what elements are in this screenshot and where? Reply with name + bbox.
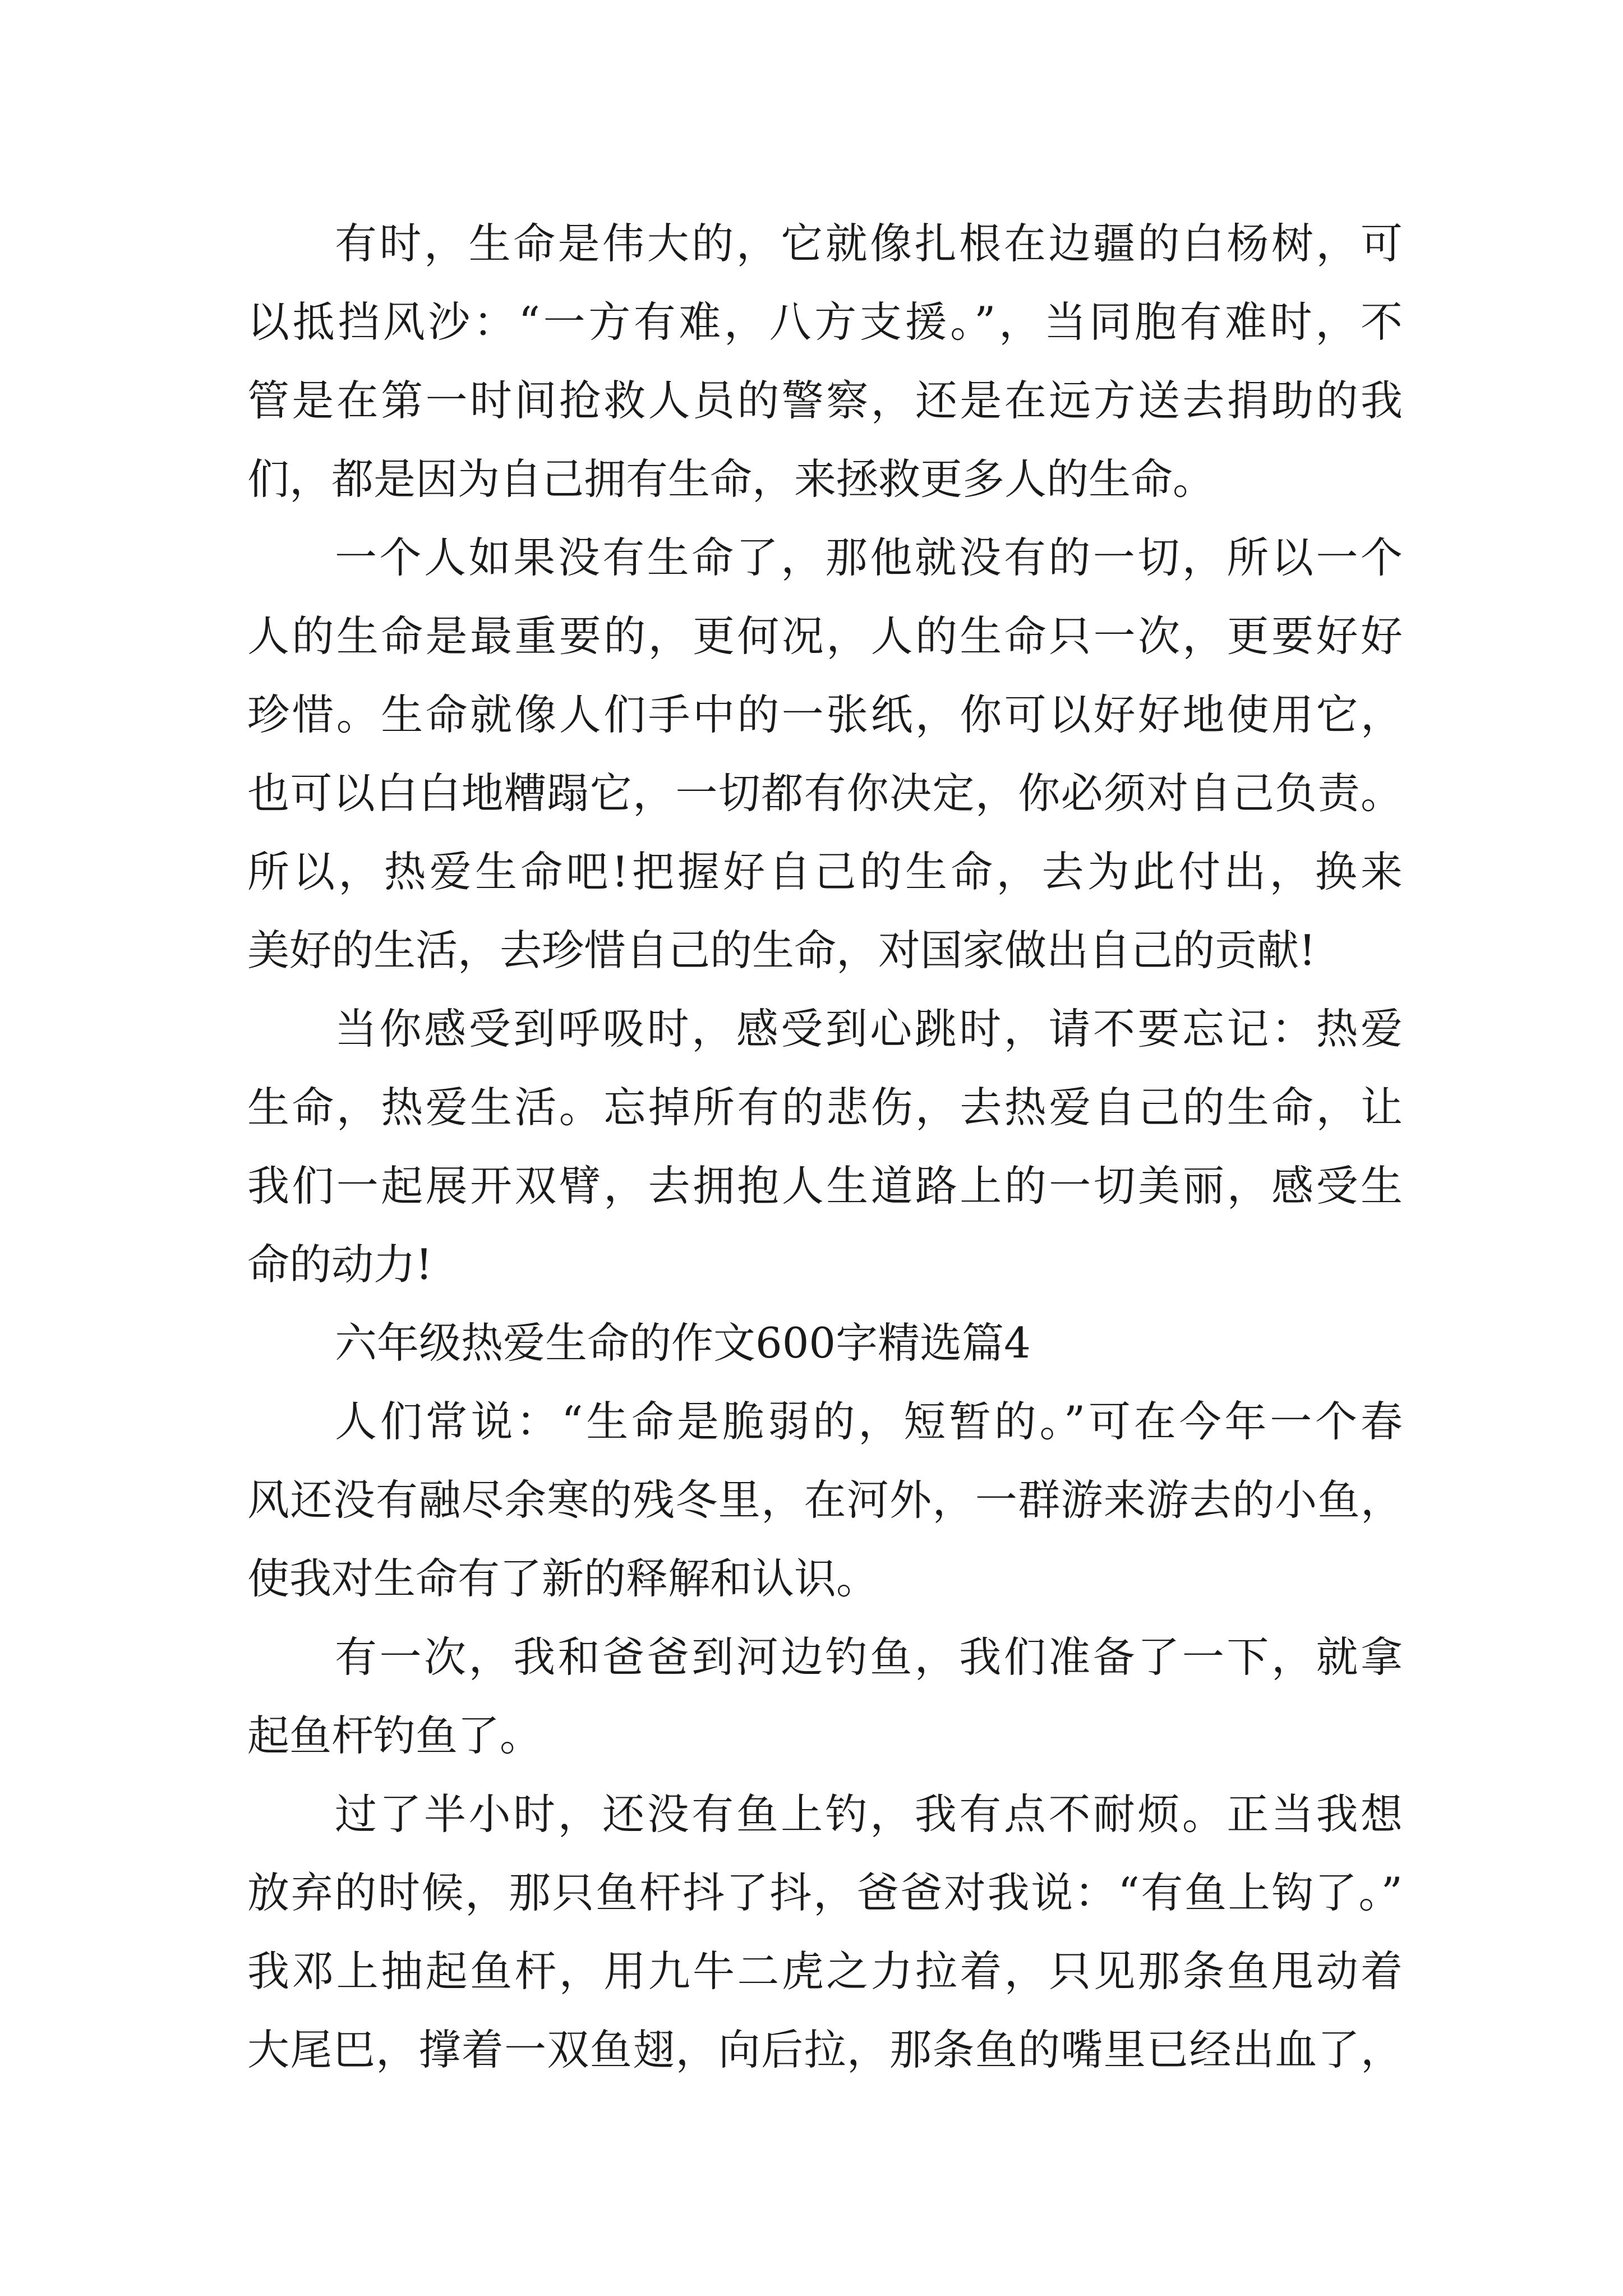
paragraph-line: 人们常说：“生命是脆弱的，短暂的。”可在今年一个春 xyxy=(335,1397,1403,1446)
paragraph-line: 一个人如果没有生命了，那他就没有的一切，所以一个 xyxy=(335,533,1403,582)
paragraph-line: 有一次，我和爸爸到河边钓鱼，我们准备了一下，就拿 xyxy=(335,1632,1403,1682)
paragraph-line: 珍惜。生命就像人们手中的一张纸，你可以好好地使用它， xyxy=(247,690,1403,739)
paragraph-line: 有时，生命是伟大的，它就像扎根在边疆的白杨树，可 xyxy=(335,219,1403,268)
paragraph-line: 也可以白白地糟蹋它，一切都有你决定，你必须对自己负责。 xyxy=(247,769,1403,818)
paragraph-line: 美好的生活，去珍惜自己的生命，对国家做出自己的贡献! xyxy=(247,926,1316,975)
paragraph-line: 人的生命是最重要的，更何况，人的生命只一次，更要好好 xyxy=(247,611,1403,661)
paragraph-line: 以抵挡风沙：“一方有难，八方支援。”，当同胞有难时，不 xyxy=(247,297,1403,347)
paragraph-line: 过了半小时，还没有鱼上钓，我有点不耐烦。正当我想 xyxy=(335,1789,1403,1839)
paragraph-line: 生命，热爱生活。忘掉所有的悲伤，去热爱自己的生命，让 xyxy=(247,1083,1403,1132)
section-heading: 六年级热爱生命的作文600字精选篇4 xyxy=(335,1318,1031,1368)
paragraph-line: 风还没有融尽余寒的残冬里，在河外，一群游来游去的小鱼， xyxy=(247,1475,1403,1525)
paragraph-line: 使我对生命有了新的释解和认识。 xyxy=(247,1554,879,1603)
paragraph-line: 放弃的时候，那只鱼杆抖了抖，爸爸对我说：“有鱼上钩了。” xyxy=(247,1868,1403,1917)
paragraph-line: 起鱼杆钓鱼了。 xyxy=(247,1711,542,1760)
paragraph-line: 我们一起展开双臂，去拥抱人生道路上的一切美丽，感受生 xyxy=(247,1161,1403,1211)
paragraph-line: 大尾巴，撑着一双鱼翅，向后拉，那条鱼的嘴里已经出血了， xyxy=(247,2025,1403,2074)
paragraph-line: 当你感受到呼吸时，感受到心跳时，请不要忘记：热爱 xyxy=(335,1004,1403,1053)
paragraph-line: 们，都是因为自己拥有生命，来拯救更多人的生命。 xyxy=(247,454,1215,504)
paragraph-line: 命的动力! xyxy=(247,1240,433,1289)
paragraph-line: 所以，热爱生命吧!把握好自己的生命，去为此付出，换来 xyxy=(247,847,1403,896)
paragraph-line: 管是在第一时间抢救人员的警察，还是在远方送去捐助的我 xyxy=(247,376,1403,425)
paragraph-line: 我邓上抽起鱼杆，用九牛二虎之力拉着，只见那条鱼甩动着 xyxy=(247,1947,1403,1996)
